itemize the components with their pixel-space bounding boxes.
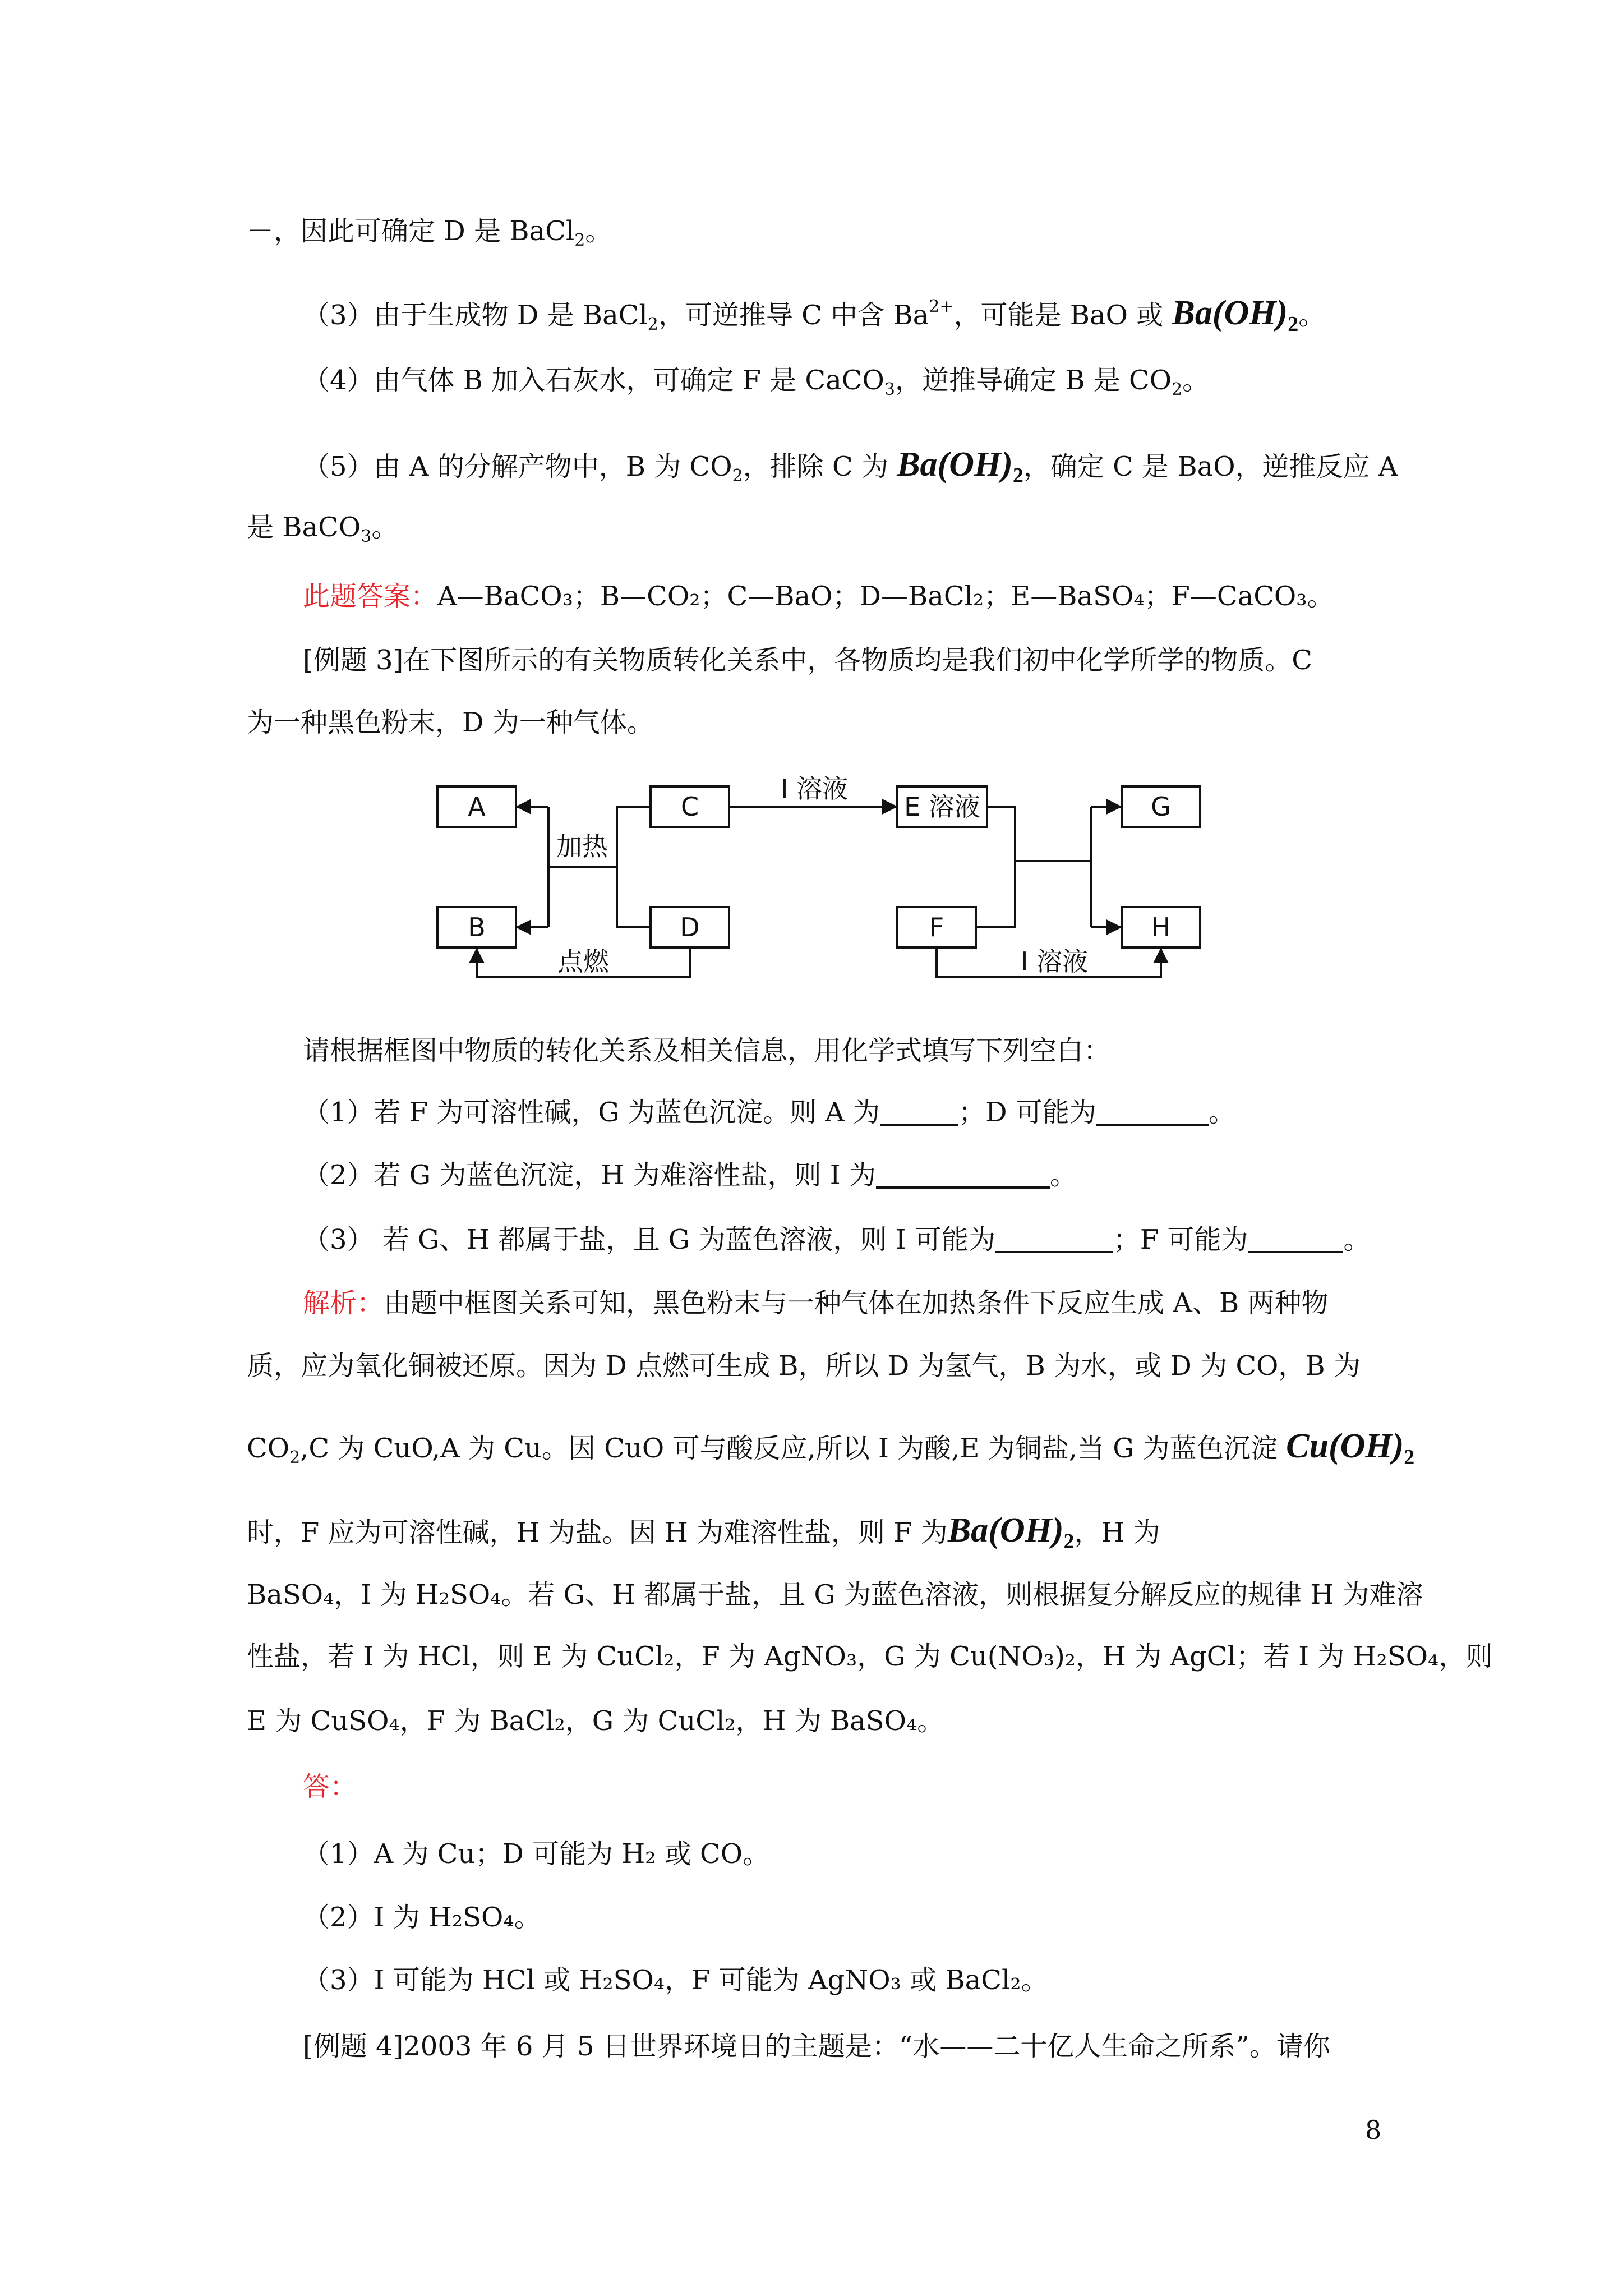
analysis-line: 质，应为氧化铜被还原。因为 D 点燃可生成 B，所以 D 为氢气，B 为水，或 D 为 CO，B 为 bbox=[247, 1350, 1361, 1382]
example-3-line: [例题 3]在下图所示的有关物质转化关系中，各物质均是我们初中化学所学的物质。C bbox=[303, 645, 1312, 676]
text-line: （5）由 A 的分解产物中，B 为 $CO_2$，排除 C 为 $Ba(OH)_2$，确定 C 是 BaO，逆推反应 A bbox=[303, 445, 1398, 487]
analysis-line: $CO_2,C$ 为 CuO,A 为 Cu。因 CuO 可与酸反应,所以 I 为酸,E 为铜盐,当 G 为蓝色沉淀 $Cu(OH)_2$ bbox=[247, 1427, 1415, 1469]
text-line: －，因此可确定 D 是 BaCl$_2$。 bbox=[247, 215, 612, 250]
answer-item: （2）I 为 H₂SO₄。 bbox=[303, 1902, 541, 1933]
node-b: B bbox=[468, 912, 486, 942]
question-3: （3） 若 G、H 都属于盐，且 G 为蓝色溶液，则 I 可能为 ；F 可能为 。 bbox=[303, 1224, 1371, 1255]
label-heat: 加热 bbox=[556, 831, 608, 862]
label-i-solution-top: I 溶液 bbox=[780, 774, 849, 804]
node-h: H bbox=[1151, 912, 1171, 942]
formula-cu-oh-2: $Cu(OH)_2$ bbox=[1286, 1427, 1415, 1469]
label-ignite: 点燃 bbox=[557, 946, 609, 977]
answer-item: （1）A 为 Cu；D 可能为 H₂ 或 CO。 bbox=[303, 1838, 770, 1870]
label-i-solution-bottom: I 溶液 bbox=[1020, 946, 1089, 977]
example-4-line: [例题 4]2003 年 6 月 5 日世界环境日的主题是：“水——二十亿人生命之所系”。请你 bbox=[303, 2031, 1330, 2062]
question-2: （2）若 G 为蓝色沉淀，H 为难溶性盐，则 I 为 。 bbox=[303, 1159, 1077, 1191]
node-c: C bbox=[680, 792, 699, 822]
text-line: （3）由于生成物 D 是 BaCl$_2$，可逆推导 C 中含 $Ba^{2+}$，可能是 BaO 或 $Ba(OH)_2$。 bbox=[303, 294, 1326, 336]
page-number: 8 bbox=[1365, 2115, 1382, 2145]
answer-line: 此题答案：A—BaCO₃；B—CO₂；C—BaO；D—BaCl₂；E—BaSO₄；F—CaCO₃。 bbox=[303, 581, 1334, 612]
node-a: A bbox=[468, 792, 486, 822]
analysis-label: 解析： bbox=[303, 1287, 384, 1319]
question-intro: 请根据框图中物质的转化关系及相关信息，用化学式填写下列空白： bbox=[303, 1035, 1111, 1066]
analysis-line: BaSO₄，I 为 H₂SO₄。若 G、H 都属于盐，且 G 为蓝色溶液，则根据复分解反应的规律 H 为难溶 bbox=[247, 1579, 1423, 1611]
text-line: 为一种黑色粉末，D 为一种气体。 bbox=[247, 707, 654, 738]
node-d: D bbox=[680, 912, 700, 942]
analysis-line: 性盐，若 I 为 HCl，则 E 为 CuCl₂，F 为 AgNO₃，G 为 Cu(NO₃)₂，H 为 AgCl；若 I 为 H₂SO₄，则 bbox=[247, 1641, 1493, 1672]
answer-label: 此题答案： bbox=[303, 581, 438, 612]
formula-ba-oh-2: $Ba(OH)_2$ bbox=[947, 1511, 1075, 1553]
formula-ba-oh-2: $Ba(OH)_2$ bbox=[897, 445, 1023, 487]
analysis-line: E 为 CuSO₄，F 为 BaCl₂，G 为 CuCl₂，H 为 BaSO₄。 bbox=[247, 1705, 944, 1737]
analysis-line: 解析：由题中框图关系可知，黑色粉末与一种气体在加热条件下反应生成 A、B 两种物 bbox=[303, 1287, 1329, 1319]
analysis-line: 时，F 应为可溶性碱，H 为盐。因 H 为难溶性盐，则 F 为$Ba(OH)_2$，H 为 bbox=[247, 1511, 1160, 1553]
answer-blank bbox=[1248, 1225, 1343, 1253]
conversion-diagram bbox=[432, 774, 1206, 999]
answer-blank bbox=[995, 1225, 1113, 1253]
node-g: G bbox=[1151, 792, 1171, 822]
text-line: （4）由气体 B 加入石灰水，可确定 F 是 CaCO$_3$，逆推导确定 B 是 $CO_2$。 bbox=[303, 365, 1210, 399]
answer-heading: 答： bbox=[303, 1771, 357, 1802]
text-line: 是 BaCO$_3$。 bbox=[247, 512, 399, 546]
question-1: （1）若 F 为可溶性碱，G 为蓝色沉淀。则 A 为 ；D 可能为 。 bbox=[303, 1097, 1235, 1128]
node-e: E 溶液 bbox=[904, 792, 980, 822]
formula-ba-oh-2: $Ba(OH)_2$ bbox=[1172, 294, 1299, 336]
answer-blank bbox=[1096, 1098, 1209, 1126]
answer-blank bbox=[880, 1098, 958, 1126]
answer-blank bbox=[876, 1161, 1050, 1189]
answer-item: （3）I 可能为 HCl 或 H₂SO₄，F 可能为 AgNO₃ 或 BaCl₂。 bbox=[303, 1964, 1048, 1996]
node-f: F bbox=[929, 912, 944, 942]
